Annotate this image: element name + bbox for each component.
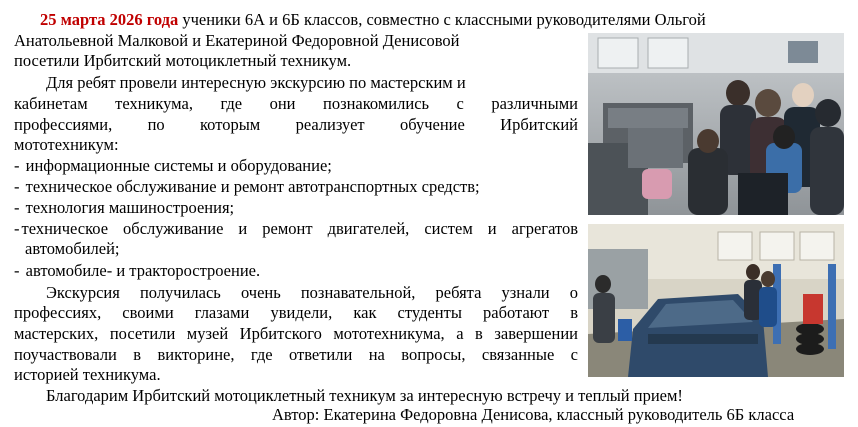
list-dash: - — [14, 261, 20, 280]
p2-line-1 — [46, 72, 578, 93]
photo-auto-workshop — [588, 224, 844, 377]
author-line: Автор: Екатерина Федоровна Денисова, классный руководитель 6Б класса — [272, 405, 795, 424]
list-dash: - — [14, 156, 20, 175]
list-dash: - — [14, 219, 20, 238]
list-item-text: технология машиностроения; — [25, 198, 235, 217]
list-item-text: техническое обслуживание и ремонт автотранспортных средств; — [25, 177, 480, 196]
intro-line-3: посетили Ирбитский мотоциклетный техникум. — [14, 51, 352, 70]
p2-line-3: профессиями, по которым реализует обучение Ирбитский — [14, 115, 578, 134]
p3-line-1: Экскурсия получилась очень познавательной, ребята узнали о — [46, 283, 578, 302]
list-item — [14, 260, 260, 281]
p2-line-1-text: Для ребят провели интересную экскурсию по мастерским и — [46, 73, 466, 92]
list-item — [14, 218, 578, 239]
p3-line-2: профессиях, своими глазами увидели, как студенты работают в — [14, 303, 578, 322]
p3-line-3: мастерских, посетили музей Ирбитского мототехникума, а в завершении — [14, 324, 578, 343]
auto-workshop-illustration — [588, 224, 844, 377]
p3-line-5: историей техникума. — [14, 365, 161, 384]
thanks-line: Благодарим Ирбитский мотоциклетный техникум за интересную встречу и теплый прием! — [46, 386, 683, 405]
intro-line-1 — [40, 9, 840, 30]
list-dash: - — [14, 198, 20, 217]
photo-workshop-students — [588, 33, 844, 215]
article-date: 25 марта 2026 года — [40, 10, 179, 29]
workshop-photo-illustration — [588, 33, 844, 215]
intro-line-2: Анатольевной Малковой и Екатериной Федоровной Денисовой — [14, 31, 460, 50]
list-item — [14, 197, 234, 218]
list-item-text: техническое обслуживание и ремонт двигателей, систем и агрегатов — [21, 219, 578, 238]
p2-line-4: мототехникум: — [14, 135, 119, 154]
list-item-text: автомобиле- и тракторостроение. — [25, 261, 261, 280]
p3-line-4: поучаствовали в викторине, где ответили на вопросы, связанные с — [14, 345, 578, 364]
list-item — [14, 176, 480, 197]
list-item-text: информационные системы и оборудование; — [25, 156, 332, 175]
intro-line-1-text: ученики 6А и 6Б классов, совместно с классными руководителями Ольгой — [182, 10, 706, 29]
list-item-continuation: автомобилей; — [25, 239, 120, 258]
list-item — [14, 155, 332, 176]
p2-line-2: кабинетам техникума, где они познакомились с различными — [14, 94, 578, 113]
list-dash: - — [14, 177, 20, 196]
